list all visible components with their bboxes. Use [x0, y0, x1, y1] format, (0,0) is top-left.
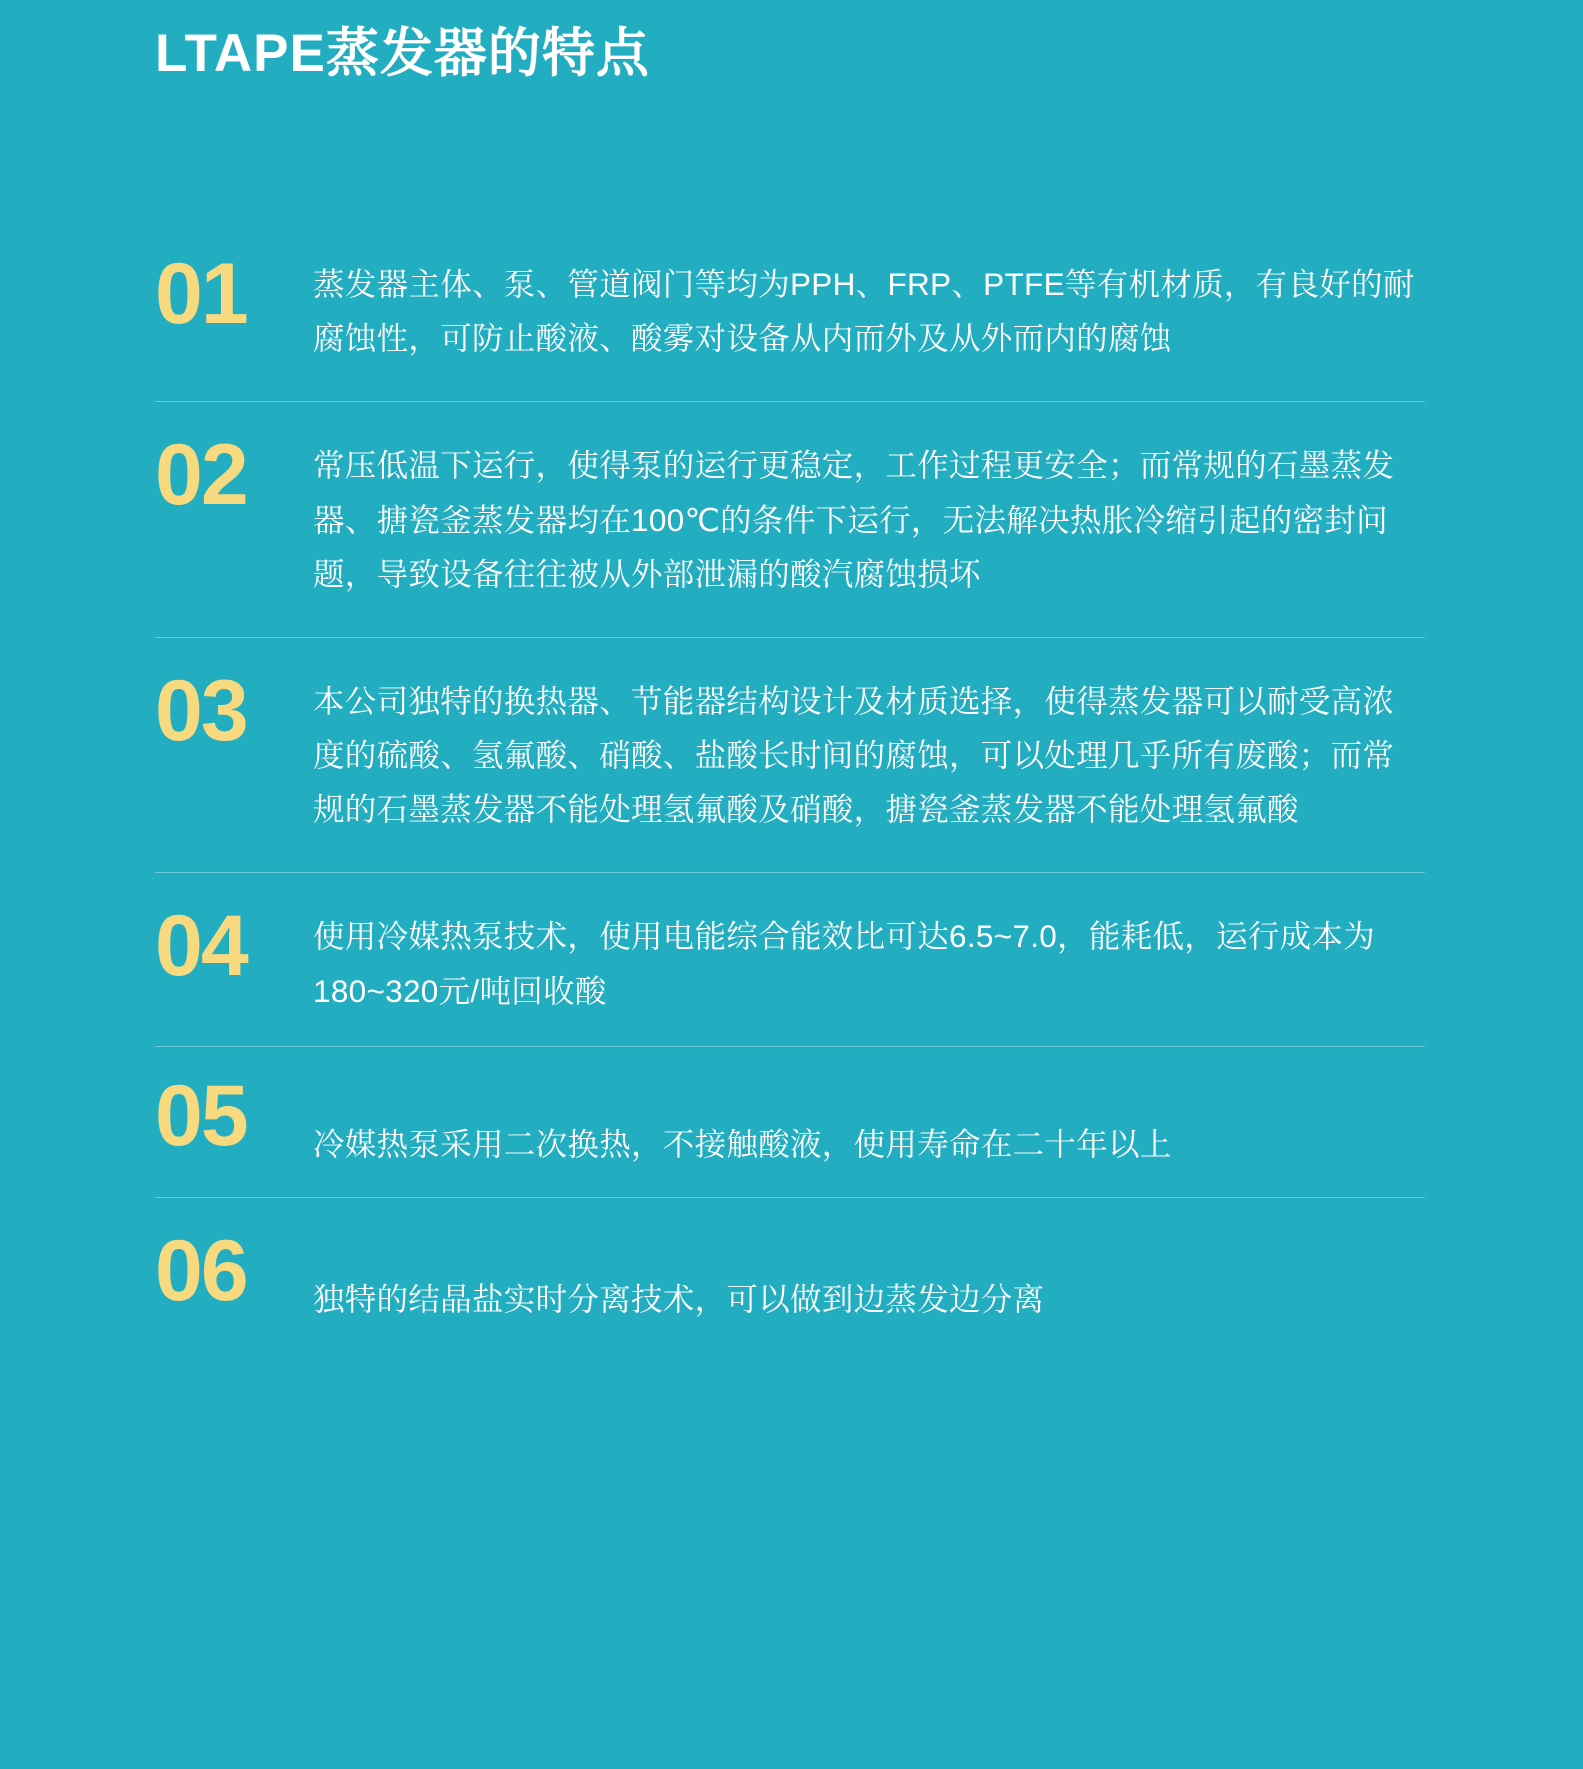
- feature-text: 使用冷媒热泵技术，使用电能综合能效比可达6.5~7.0，能耗低，运行成本为180~320元/吨回收酸: [313, 918, 1376, 1009]
- list-item: [155, 1047, 1425, 1197]
- feature-number: 04: [155, 898, 247, 995]
- list-item: [155, 638, 1425, 873]
- feature-number: 05: [155, 1067, 247, 1164]
- page-title: LTAPE蒸发器的特点: [155, 24, 650, 83]
- feature-number: 02: [155, 427, 247, 524]
- list-item: [155, 873, 1425, 1045]
- list-item: [155, 402, 1425, 637]
- list-item: [155, 1198, 1425, 1326]
- feature-number: 06: [155, 1222, 247, 1319]
- feature-text: 蒸发器主体、泵、管道阀门等均为PPH、FRP、PTFE等有机材质，有良好的耐腐蚀性，可防止酸液、酸雾对设备从内而外及从外而内的腐蚀: [313, 266, 1415, 357]
- feature-number: 03: [155, 662, 247, 759]
- list-item: [155, 246, 1425, 401]
- feature-number: 01: [155, 246, 247, 342]
- feature-text: 常压低温下运行，使得泵的运行更稳定，工作过程更安全；而常规的石墨蒸发器、搪瓷釜蒸发器均在100℃的条件下运行，无法解决热胀冷缩引起的密封问题，导致设备往往被从外部泄漏的酸汽腐蚀损坏: [313, 447, 1395, 592]
- feature-text: 独特的结晶盐实时分离技术，可以做到边蒸发边分离: [313, 1280, 1045, 1317]
- feature-text: 本公司独特的换热器、节能器结构设计及材质选择，使得蒸发器可以耐受高浓度的硫酸、氢氟酸、硝酸、盐酸长时间的腐蚀，可以处理几乎所有废酸；而常规的石墨蒸发器不能处理氢氟酸及硝酸，搪瓷釜蒸发器不能处理氢氟酸: [313, 682, 1395, 828]
- feature-list: [155, 246, 1425, 1326]
- feature-text: 冷媒热泵采用二次换热，不接触酸液，使用寿命在二十年以上: [313, 1125, 1172, 1162]
